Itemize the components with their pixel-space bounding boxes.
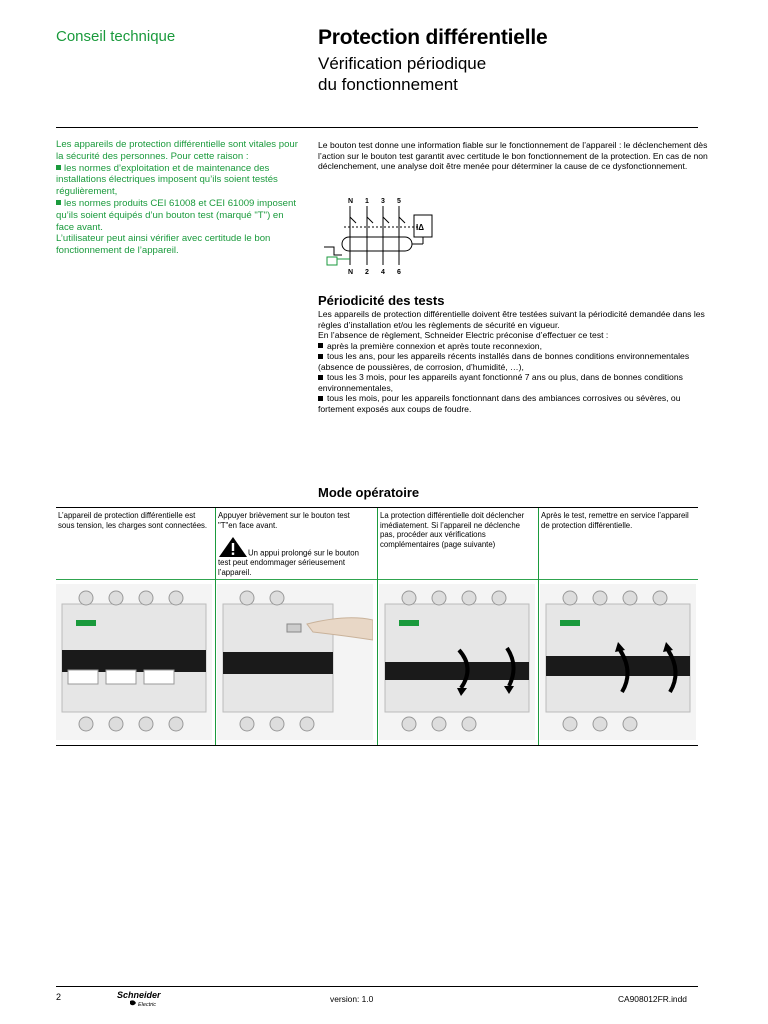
breaker-photo-step-2 — [217, 584, 373, 740]
step-2-text: Appuyer brièvement sur le bouton test "T"en face avant. Un appui prolongé sur le bouton test peut endommager sérieusement l’appareil. — [218, 511, 370, 577]
periodicity-bullet: tous les mois, pour les appareils fonctionnant dans des ambiances corrosives ou sévères, ou fortement exposés aux coups de foudre. — [318, 393, 681, 414]
mode-bottom-divider — [56, 745, 698, 746]
bullet-square-icon — [56, 165, 61, 170]
warning-icon — [218, 536, 248, 558]
footer-divider — [56, 986, 698, 987]
bullet-square-icon — [318, 354, 323, 359]
step-1-text: L’appareil de protection différentielle est sous tension, les charges sont connectées. — [58, 511, 208, 530]
page-number: 2 — [56, 992, 62, 1002]
periodicity-text — [318, 309, 708, 414]
svg-text:Electric: Electric — [138, 1002, 157, 1008]
step-3-text: La protection différentielle doit déclencher imédiatement. Si l’appareil ne déclenche pas, procéder aux vérifications complémentaires (page suivante) — [380, 511, 525, 549]
terminal-label-top: 1 — [365, 198, 369, 205]
breaker-photo-step-3 — [379, 584, 535, 740]
intro-closing: L’utilisateur peut ainsi vérifier avec certitude le bon fonctionnement de l’appareil. — [56, 233, 271, 257]
subtitle-line-1: Vérification périodique — [318, 54, 487, 73]
version-label: version: 1.0 — [330, 994, 374, 1004]
terminal-label-bottom: 6 — [397, 269, 401, 276]
mode-heading: Mode opératoire — [318, 485, 420, 500]
terminal-label-top: 5 — [397, 198, 401, 205]
schneider-electric-logo — [116, 989, 186, 1009]
terminal-label-top: N — [348, 198, 354, 205]
svg-text:Schneider: Schneider — [117, 990, 161, 1000]
page-title: Protection différentielle — [318, 26, 548, 49]
test-button-explanation: Le bouton test donne une information fiable sur le fonctionnement de l’appareil : le déclenchement dès l’action sur le bouton test garantit avec certitude le bon fonctionnement de la protection. En cas de non déclenchement, une analyse doit être menée pour déterminer la cause de ce dysfonctionnement. — [318, 140, 708, 171]
breaker-photo-step-4 — [540, 584, 696, 740]
column-divider — [215, 508, 216, 745]
intro-bullet: les normes d’exploitation et de maintenance des installations électriques imposent qu’ils soient testés régulièrement, — [56, 162, 278, 198]
terminal-label-top: 3 — [381, 198, 385, 205]
warning-note: Un appui prolongé sur le bouton test peut endommager sérieusement l’appareil. — [218, 536, 370, 577]
page-subtitle — [318, 53, 618, 95]
row-divider — [56, 579, 698, 580]
terminal-label-bottom: N — [348, 269, 354, 276]
bullet-square-icon — [318, 343, 323, 348]
breaker-photo-step-1 — [56, 584, 212, 740]
header-divider — [56, 127, 698, 128]
rcd-wiring-diagram — [314, 193, 442, 277]
left-intro — [56, 139, 302, 257]
step-4-text: Après le test, remettre en service l’appareil de protection différentielle. — [541, 511, 689, 530]
file-name: CA908012FR.indd — [618, 994, 687, 1004]
periodicity-bullet: tous les 3 mois, pour les appareils ayant fonctionné 7 ans ou plus, dans de bonnes conditions environnementales, — [318, 372, 683, 393]
differential-box-label: IΔ — [416, 223, 424, 232]
periodicity-bullet: tous les ans, pour les appareils récents installés dans de bonnes conditions environnementales (absence de poussières, de corrosion, d’humidité, …), — [318, 351, 690, 372]
column-divider — [538, 508, 539, 745]
periodicity-heading: Périodicité des tests — [318, 293, 445, 308]
intro-bullet: les normes produits CEI 61008 et CEI 61009 imposent qu’ils soient équipés d’un bouton test (marqué "T") en face avant. — [56, 197, 296, 233]
terminal-label-bottom: 2 — [365, 269, 369, 276]
terminal-label-bottom: 4 — [381, 269, 385, 276]
bullet-square-icon — [318, 396, 323, 401]
subtitle-line-2: du fonctionnement — [318, 75, 458, 94]
periodicity-intro-2: En l’absence de règlement, Schneider Electric préconise d’effectuer ce test : — [318, 330, 609, 340]
bullet-square-icon — [318, 375, 323, 380]
periodicity-intro: Les appareils de protection différentielle doivent être testées suivant la périodicité demandée dans les règles d’installation et/ou les règlements de sécurité en vigueur. — [318, 309, 705, 330]
column-divider — [377, 508, 378, 745]
bullet-square-icon — [56, 200, 61, 205]
section-label: Conseil technique — [56, 28, 176, 45]
intro-lead: Les appareils de protection différentielle sont vitales pour la sécurité des personnes. Pour cette raison : — [56, 139, 298, 162]
periodicity-bullet: après la première connexion et après toute reconnexion, — [318, 341, 708, 352]
